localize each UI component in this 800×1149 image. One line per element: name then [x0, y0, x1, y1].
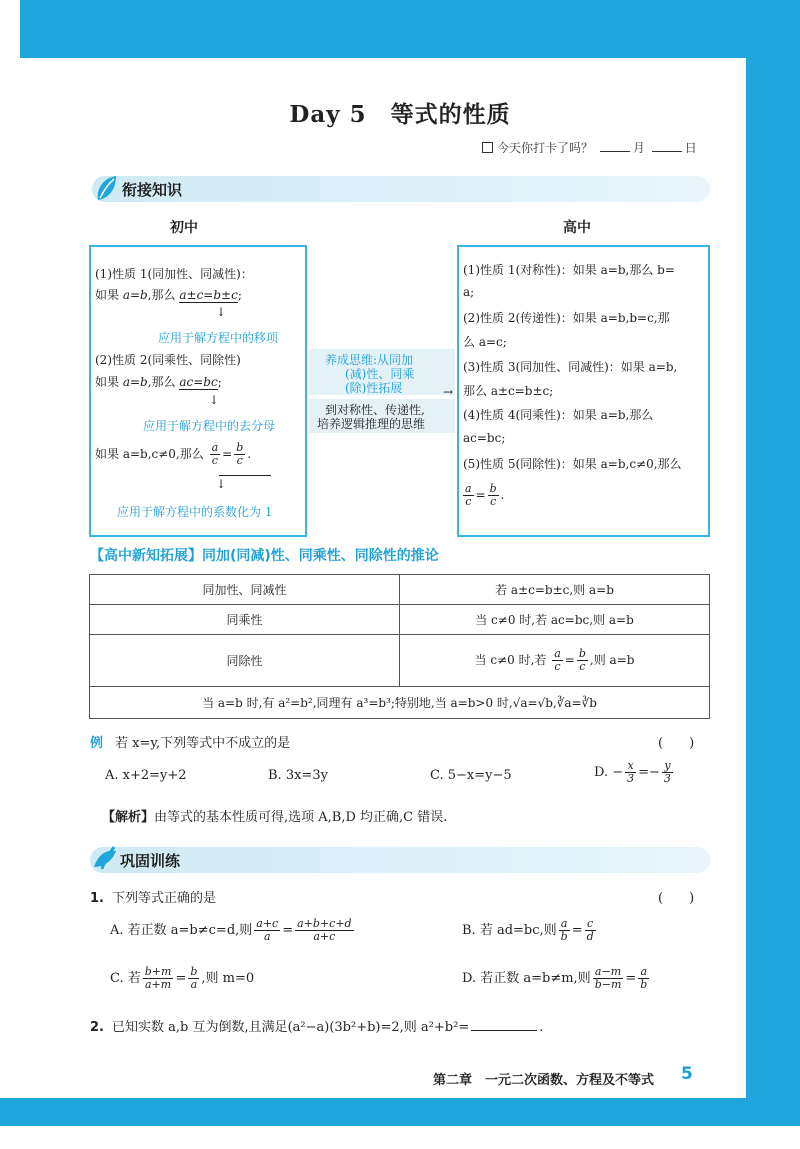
thinking-line: 培养逻辑推理的思维 — [317, 417, 426, 431]
text: = — [571, 923, 583, 938]
numerator: y — [662, 760, 673, 773]
fraction — [463, 483, 474, 508]
fraction — [254, 918, 280, 943]
text: . — [247, 447, 252, 461]
text: ,那么 — [147, 288, 180, 302]
page-title: Day 5 等式的性质 — [289, 101, 511, 128]
right-border — [746, 58, 800, 1103]
fraction — [585, 918, 596, 943]
right-arrow: → — [443, 385, 454, 399]
leaf-icon — [92, 845, 118, 873]
numerator: a+b+c+d — [297, 917, 352, 930]
numerator: a — [465, 482, 472, 495]
numerator: b — [578, 647, 586, 660]
option-c: C. 5−x=y−5 — [430, 768, 512, 783]
property-2-division — [95, 442, 251, 467]
senior-heading: 高中 — [563, 220, 591, 236]
table-row — [90, 635, 710, 687]
fraction — [662, 760, 673, 785]
property-2-statement — [95, 373, 222, 390]
text: 当 c≠0 时,若 — [474, 653, 547, 667]
chapter-footer: 第二章 一元二次函数、方程及不等式 — [433, 1073, 655, 1088]
text: a=b — [122, 375, 148, 389]
text: ,那么 — [147, 375, 180, 389]
table-cell: 当 c≠0 时,若 ac=bc,则 a=b — [400, 605, 710, 635]
underlined-formula: a±c=b±c — [179, 288, 238, 302]
top-border — [0, 0, 800, 58]
text: 由等式的基本性质可得,选项 A,B,D 均正确,C 错误. — [154, 810, 448, 825]
property-1-title: (1)性质 1(同加性、同减性)： — [95, 267, 253, 281]
month-label: 月 — [632, 141, 645, 155]
denominator: a+c — [313, 930, 336, 943]
property-line: (4)性质 4(同乘性)：如果 a=b,那么 — [463, 408, 654, 422]
text: ; — [217, 375, 222, 389]
denominator: c — [236, 454, 243, 467]
numerator: c — [585, 918, 596, 931]
denominator: a — [263, 930, 271, 943]
extension-title: 【高中新知拓展】同加(同减)性、同乘性、同除性的推论 — [90, 548, 439, 564]
fraction — [559, 918, 570, 943]
down-arrow: ↓ — [216, 305, 227, 319]
numerator: a — [638, 966, 649, 979]
checkin-text: 今天你打卡了吗？ — [497, 141, 594, 155]
fraction — [143, 966, 174, 991]
text: B. 若 ad=bc,则 — [462, 923, 557, 938]
denominator: a+m — [144, 978, 172, 991]
answer-paren: ( ) — [658, 891, 695, 906]
numerator: b — [190, 965, 198, 978]
month-blank[interactable] — [600, 142, 630, 152]
fraction — [593, 966, 624, 991]
q1-option-c — [110, 966, 254, 991]
text: 已知实数 a,b 互为倒数,且满足(a²−a)(3b²+b)=2,则 a²+b²= — [111, 1020, 470, 1035]
table-cell — [400, 635, 710, 687]
fraction — [234, 442, 245, 467]
thinking-line: 养成思维:从同加 — [325, 353, 414, 367]
text: 如果 a=b,c≠0,那么 — [95, 447, 204, 461]
checkin-checkbox[interactable] — [482, 142, 493, 153]
checkin-line — [482, 139, 697, 156]
example-label: 例 — [90, 736, 104, 751]
section-title: 巩固训练 — [120, 852, 181, 870]
option-d — [594, 760, 675, 785]
text: = — [625, 971, 637, 986]
table-cell: 同加性、同减性 — [90, 575, 400, 605]
text: = — [475, 488, 486, 502]
text: 如果 — [95, 375, 123, 389]
property-line: (1)性质 1(对称性)：如果 a=b,那么 b= — [463, 263, 675, 277]
thinking-panel — [309, 349, 455, 433]
analysis — [102, 806, 447, 825]
fraction — [188, 966, 199, 991]
text: = — [222, 447, 233, 461]
q1-option-b — [462, 918, 598, 943]
senior-properties-box — [457, 245, 710, 537]
text: 若 x=y,下列等式中不成立的是 — [115, 736, 291, 751]
property-line: 那么 a±c=b±c; — [463, 384, 554, 398]
denominator: 3 — [627, 772, 635, 785]
section-bar-practice — [90, 847, 710, 873]
denominator: 3 — [663, 772, 671, 785]
property-line: (3)性质 3(同加性、同减性)：如果 a=b, — [463, 360, 678, 374]
table-cell: 同乘性 — [90, 605, 400, 635]
text: = — [282, 923, 294, 938]
numerator: b+m — [144, 965, 172, 978]
denominator: b — [640, 978, 648, 991]
denominator: c — [579, 660, 586, 673]
property-line: 么 a=c; — [463, 335, 507, 349]
text: =− — [638, 765, 660, 780]
denominator: d — [586, 930, 594, 943]
numerator: a — [211, 441, 219, 454]
q1-option-a — [110, 918, 356, 943]
text: 如果 — [95, 288, 123, 302]
section-title: 衔接知识 — [122, 181, 183, 199]
numerator: a — [554, 647, 561, 660]
application-note: 应用于解方程中的移项 — [158, 331, 279, 345]
numerator: a−m — [593, 966, 624, 979]
application-note: 应用于解方程中的系数化为 1 — [117, 505, 273, 519]
text: A. 若正数 a=b≠c=d,则 — [110, 923, 253, 938]
table-cell: 若 a±c=b±c,则 a=b — [400, 575, 710, 605]
question-number: 1. — [90, 891, 104, 906]
top-border-gap — [0, 0, 20, 58]
section-bar-connect — [92, 176, 710, 202]
leaf-icon — [94, 174, 120, 202]
analysis-label: 【解析】 — [102, 810, 155, 825]
text: D. − — [594, 765, 624, 780]
underlined-formula: ac=bc — [179, 375, 218, 389]
question-1-stem — [90, 887, 216, 906]
junior-heading: 初中 — [170, 220, 198, 236]
denominator: c — [465, 495, 472, 508]
fraction — [488, 483, 499, 508]
text: 下列等式正确的是 — [111, 891, 216, 906]
denominator: b−m — [594, 978, 622, 991]
denominator: c — [490, 495, 497, 508]
table-cell: 同除性 — [90, 635, 400, 687]
application-note: 应用于解方程中的去分母 — [143, 419, 276, 433]
down-arrow: ↓ — [216, 477, 227, 491]
page-number: 5 — [681, 1064, 693, 1084]
option-b: B. 3x=3y — [268, 768, 328, 783]
q1-option-d — [462, 966, 651, 991]
fraction — [577, 648, 588, 673]
table-row — [90, 687, 710, 719]
table-footer-cell: 当 a=b 时,有 a²=b²,同理有 a³=b³;特别地,当 a=b>0 时,√a=√b,∛a=∛b — [90, 687, 710, 719]
junior-properties-box — [89, 245, 307, 537]
example-stem — [90, 732, 290, 751]
thinking-line: 到对称性、传递性, — [325, 403, 425, 417]
property-1-statement — [95, 286, 242, 303]
text: ; — [237, 288, 242, 302]
option-a: A. x+2=y+2 — [105, 768, 187, 783]
day-blank[interactable] — [652, 142, 682, 152]
fraction — [552, 648, 563, 673]
fraction — [625, 760, 636, 785]
text: = — [175, 971, 187, 986]
thinking-line: (减)性、同乘 — [345, 367, 415, 381]
property-line: (5)性质 5(同除性)：如果 a=b,c≠0,那么 — [463, 457, 682, 471]
text: = — [564, 653, 575, 667]
text: ,则 a=b — [589, 653, 635, 667]
text: . — [539, 1020, 544, 1035]
property-5-formula — [461, 483, 505, 508]
numerator: b — [236, 441, 244, 454]
text: a=b — [122, 288, 148, 302]
underline — [219, 475, 271, 476]
answer-paren: ( ) — [658, 736, 695, 751]
denominator: c — [211, 454, 218, 467]
numerator: a — [559, 918, 570, 931]
numerator: a+c — [256, 917, 279, 930]
fraction — [210, 442, 221, 467]
denominator: b — [560, 930, 568, 943]
question-number: 2. — [90, 1020, 104, 1035]
property-2-title: (2)性质 2(同乘性、同除性) — [95, 353, 241, 367]
fraction — [295, 918, 353, 943]
text: C. 若 — [110, 971, 141, 986]
day-label: 日 — [684, 141, 697, 155]
property-line: a; — [463, 285, 475, 299]
numerator: b — [489, 482, 497, 495]
corollary-table — [89, 574, 710, 719]
table-row — [90, 605, 710, 635]
text: . — [500, 488, 505, 502]
text: D. 若正数 a=b≠m,则 — [462, 971, 591, 986]
question-2-stem — [90, 1016, 543, 1035]
table-row — [90, 575, 710, 605]
numerator: x — [625, 760, 636, 773]
property-line: ac=bc; — [463, 431, 506, 445]
answer-blank[interactable] — [471, 1019, 537, 1031]
down-arrow: ↓ — [209, 393, 220, 407]
denominator: c — [554, 660, 561, 673]
fraction — [638, 966, 649, 991]
bottom-border-gap — [0, 1126, 800, 1149]
text: ,则 m=0 — [201, 971, 255, 986]
thinking-line: (除)性拓展 — [345, 381, 403, 395]
property-line: (2)性质 2(传递性)：如果 a=b,b=c,那 — [463, 311, 670, 325]
denominator: a — [190, 978, 198, 991]
